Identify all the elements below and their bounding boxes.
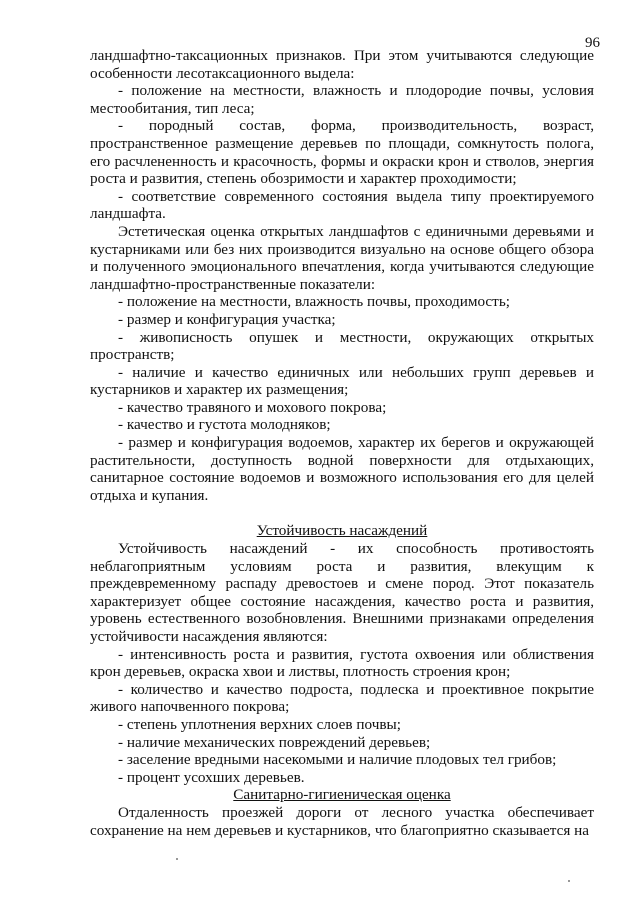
list-item: - положение на местности, влажность и плодородие почвы, условия местообитания, тип леса; <box>90 82 594 117</box>
scan-speck <box>568 880 570 882</box>
list-item: - живописность опушек и местности, окружающих открытых пространств; <box>90 328 594 364</box>
document-body <box>90 47 594 839</box>
list-item: - качество травяного и мохового покрова; <box>118 398 387 416</box>
list-item: - положение на местности, влажность почвы, проходимость; <box>118 293 510 311</box>
list-item: - размер и конфигурация участка; <box>118 310 336 328</box>
page-number: 96 <box>585 35 600 51</box>
list-item: - породный состав, форма, производительность, возраст, пространственное размещение деревьев по площади, сомкнутость полога, его расчлененность и красочность, формы и окраски крон и стволов, энергия роста и развития, степень обозримости и характер проходимости; <box>90 117 594 188</box>
list-item: - интенсивность роста и развития, густота охвоения или облиствения крон деревьев, окраска хвои и листвы, плотность строения крон; <box>90 645 594 681</box>
list-item: - соответствие современного состояния выдела типу проектируемого ландшафта. <box>90 187 594 223</box>
section-heading-sanitary: Санитарно-гигиеническая оценка <box>233 786 451 804</box>
section-heading-stability: Устойчивость насаждений <box>256 522 428 540</box>
list-item: - количество и качество подроста, подлеска и проективное покрытие живого напочвенного покрова; <box>90 680 594 716</box>
paragraph-intro: ландшафтно-таксационных признаков. При этом учитываются следующие особенности лесотаксационного выдела: <box>90 47 594 82</box>
list-item: - наличие и качество единичных или небольших групп деревьев и кустарников и характер их размещения; <box>90 363 594 399</box>
list-item: - процент усохших деревьев. <box>118 768 305 786</box>
paragraph-open-landscapes: Эстетическая оценка открытых ландшафтов с единичными деревьями и кустарниками или без них производится визуально на основе общего обзора и полученного эмоционального впечатления, когда учитываются следующие ландшафтно-пространственные показатели: <box>90 222 594 293</box>
paragraph-sanitary: Отдаленность проезжей дороги от лесного участка обеспечивает сохранение на нем деревьев и кустарников, что благоприятно сказывается на <box>90 803 594 839</box>
list-item: - качество и густота молодняков; <box>118 416 331 434</box>
paragraph-stability: Устойчивость насаждений - их способность противостоять неблагоприятным условиям роста и развития, влекущим к преждевременному распаду древостоев и смене пород. Этот показатель характеризует общее состояние насаждения, качество роста и развития, уровень естественного возобновления. Внешними признаками определения устойчивости насаждения являются: <box>90 540 594 645</box>
list-item: - размер и конфигурация водоемов, характер их берегов и окружающей растительности, доступность водной поверхности для отдыхающих, санитарное состояние водоемов и возможного использования его для целей отдыха и купания. <box>90 434 594 504</box>
list-item: - наличие механических повреждений деревьев; <box>118 733 431 751</box>
list-item: - степень уплотнения верхних слоев почвы; <box>118 715 401 733</box>
scan-speck <box>176 858 178 860</box>
list-item: - заселение вредными насекомыми и наличие плодовых тел грибов; <box>118 751 557 769</box>
